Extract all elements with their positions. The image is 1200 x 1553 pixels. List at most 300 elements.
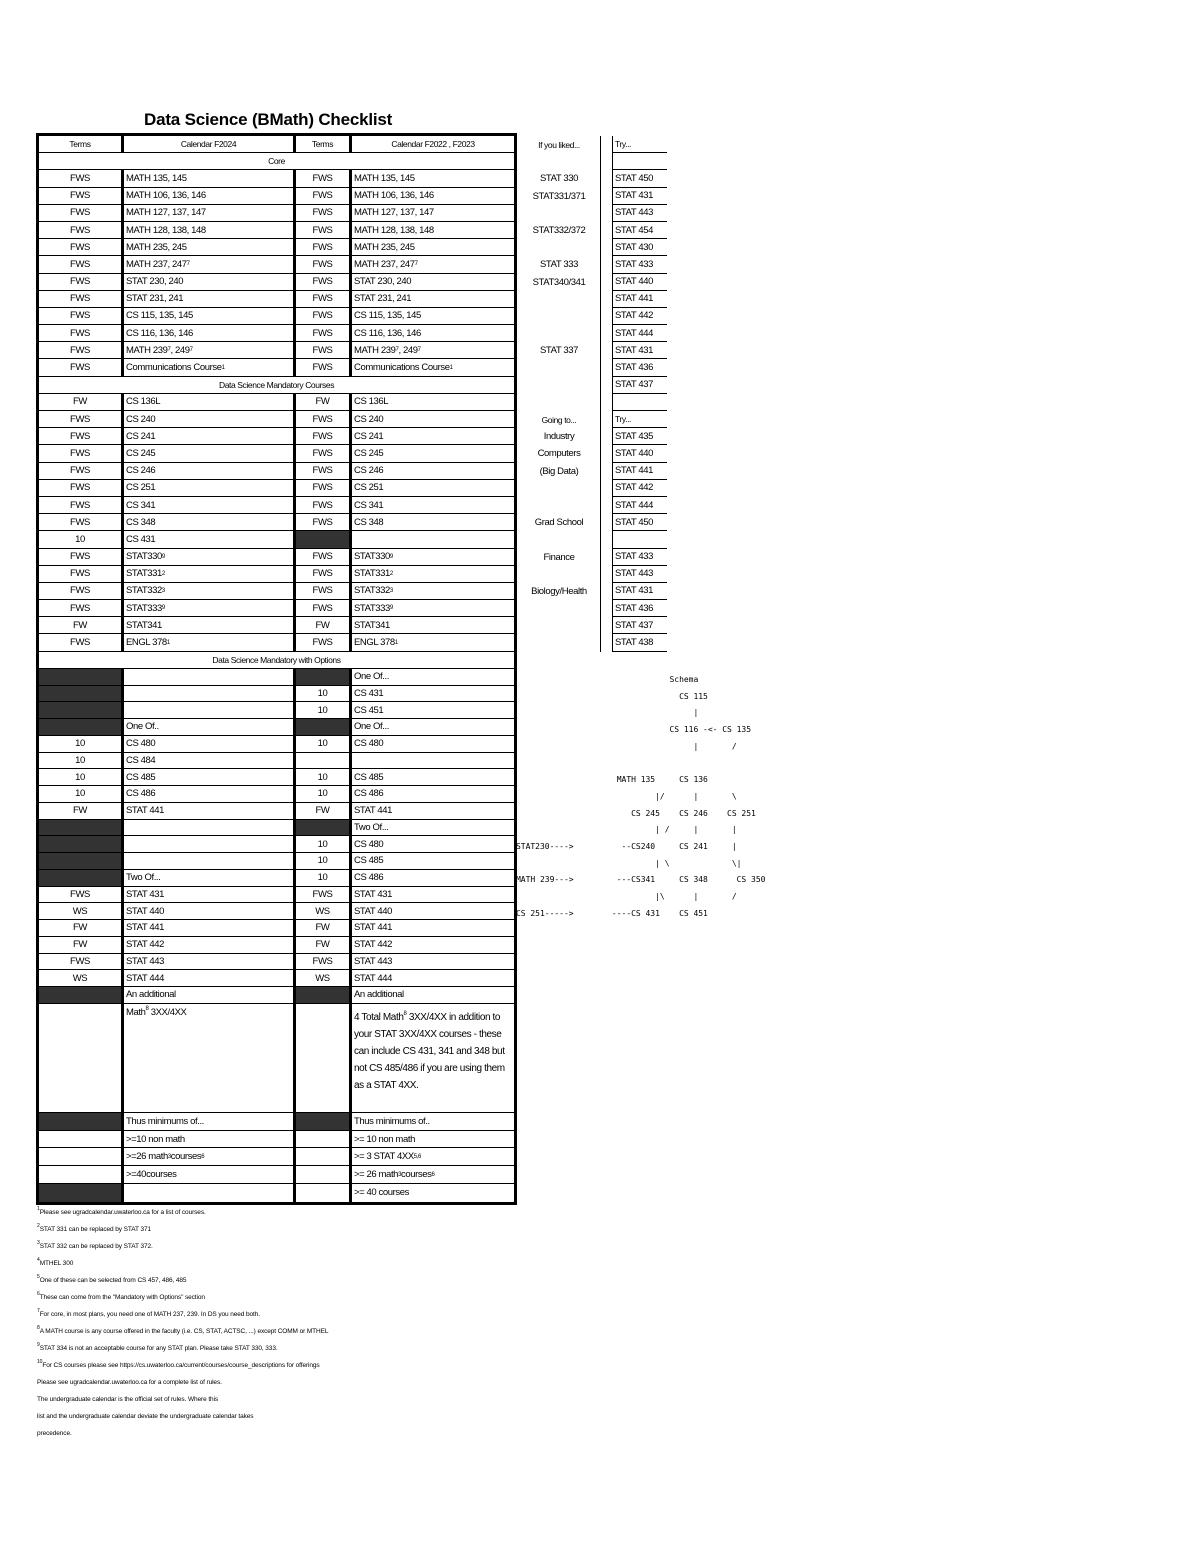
course-cell[interactable] [349, 719, 514, 735]
terms-cell[interactable] [293, 769, 349, 785]
terms-cell[interactable] [39, 394, 121, 410]
terms-cell[interactable] [39, 480, 121, 496]
section-header-row [39, 652, 514, 669]
course-cell[interactable] [349, 188, 514, 204]
course-cell[interactable] [121, 445, 293, 461]
cell-text: CS 251 [354, 482, 384, 494]
cell-text: One Of... [354, 671, 389, 683]
terms-cell[interactable] [39, 1166, 121, 1183]
cell-text: FWS [70, 516, 90, 528]
terms-cell[interactable] [39, 1131, 121, 1148]
cell-text: CS 241 [126, 430, 156, 442]
course-cell[interactable] [349, 222, 514, 238]
terms-cell[interactable] [293, 1131, 349, 1148]
cell-text: 10 [75, 738, 85, 750]
course-cell[interactable]: >= 3 STAT 4XX 5,6 [349, 1148, 514, 1165]
course-cell[interactable] [121, 987, 293, 1003]
course-cell[interactable] [121, 769, 293, 785]
cell-text: FWS [312, 207, 333, 219]
cell-text: CS 341 [126, 499, 156, 511]
try-cell: STAT 442 [612, 308, 667, 325]
cell-text: STAT331 [126, 568, 162, 580]
footnote-number: 6 [37, 1291, 40, 1297]
course-cell[interactable] [121, 937, 293, 953]
course-cell[interactable] [349, 497, 514, 513]
terms-cell[interactable] [39, 736, 121, 752]
footnote [37, 1238, 328, 1255]
terms-cell[interactable] [293, 954, 349, 970]
terms-cell[interactable] [39, 188, 121, 204]
terms-cell[interactable] [39, 411, 121, 427]
terms-cell[interactable] [39, 803, 121, 819]
cell-text: Two Of... [354, 821, 389, 833]
try-cell: STAT 433 [612, 256, 667, 273]
course-cell[interactable] [349, 769, 514, 785]
cell-text: CS 245 [354, 447, 384, 459]
footnote-text: STAT 331 can be replaced by STAT 371 [39, 1226, 151, 1233]
course-cell[interactable] [349, 205, 514, 221]
terms-cell[interactable] [293, 600, 349, 616]
cell-text: FWS [312, 955, 333, 967]
footnote-number: 2 [37, 1223, 40, 1229]
course-cell[interactable] [121, 954, 293, 970]
terms-cell[interactable] [293, 753, 349, 769]
terms-cell[interactable] [293, 803, 349, 819]
cell-text: 3XX/4XX in addition to your STAT 3XX/4XX courses - these can include CS 431, 341 and 348 but not CS 485/486 if you are using them as a STAT 4XX. [354, 1011, 505, 1091]
cell-text: 4 Total Math [354, 1011, 404, 1023]
recommendation-row [518, 428, 668, 445]
footnote [37, 1221, 328, 1238]
terms-cell[interactable] [39, 1148, 121, 1165]
course-cell[interactable] [349, 308, 514, 324]
terms-cell[interactable] [293, 1148, 349, 1165]
try-cell: STAT 436 [612, 359, 667, 376]
shaded-cell [39, 987, 121, 1003]
terms-cell[interactable] [39, 325, 121, 341]
liked-cell [518, 153, 601, 170]
terms-cell[interactable] [39, 170, 121, 186]
course-cell[interactable] [121, 188, 293, 204]
terms-cell[interactable] [39, 291, 121, 307]
course-cell[interactable] [121, 205, 293, 221]
terms-cell[interactable] [293, 445, 349, 461]
cell-text: FWS [70, 430, 90, 442]
cell-text: CS 241 [354, 430, 384, 442]
course-cell[interactable] [121, 291, 293, 307]
footnotes [37, 1204, 328, 1442]
course-cell[interactable] [121, 702, 293, 718]
terms-cell[interactable] [39, 786, 121, 802]
terms-cell[interactable] [293, 970, 349, 986]
cell-text: FWS [70, 482, 90, 494]
course-cell[interactable] [121, 719, 293, 735]
liked-cell: (Big Data) [518, 463, 601, 480]
terms-cell[interactable] [293, 1184, 349, 1202]
cell-text: FWS [70, 276, 90, 288]
terms-cell[interactable] [293, 634, 349, 650]
table-row [39, 549, 514, 566]
course-cell[interactable]: MATH 237, 247 7 [121, 256, 293, 272]
terms-cell[interactable] [293, 428, 349, 444]
course-cell[interactable] [349, 753, 514, 769]
course-cell[interactable] [349, 428, 514, 444]
course-cell[interactable] [349, 411, 514, 427]
course-cell[interactable] [121, 308, 293, 324]
course-cell[interactable] [349, 970, 514, 986]
course-cell[interactable] [121, 970, 293, 986]
course-cell[interactable] [121, 531, 293, 547]
cell-text: >=10 non math [126, 1133, 185, 1145]
course-cell[interactable]: MATH 239⁷, 249 7 [121, 342, 293, 358]
terms-cell[interactable] [39, 920, 121, 936]
course-cell[interactable] [349, 786, 514, 802]
course-cell[interactable] [121, 1166, 293, 1183]
schema-line: | / [516, 741, 737, 751]
cell-text: STAT 441 [354, 805, 392, 817]
terms-cell[interactable] [293, 411, 349, 427]
section-header-row [39, 153, 514, 170]
course-cell[interactable] [121, 1131, 293, 1148]
course-cell[interactable] [349, 820, 514, 836]
terms-cell[interactable] [39, 617, 121, 633]
terms-cell[interactable] [293, 702, 349, 718]
course-cell[interactable] [349, 1113, 514, 1130]
course-cell[interactable] [121, 786, 293, 802]
course-cell[interactable] [121, 1004, 293, 1112]
course-cell[interactable] [121, 394, 293, 410]
course-cell[interactable] [349, 325, 514, 341]
course-cell[interactable] [349, 669, 514, 685]
terms-cell[interactable] [293, 256, 349, 272]
course-cell[interactable] [121, 170, 293, 186]
try-cell: STAT 438 [612, 634, 667, 651]
terms-cell[interactable] [293, 903, 349, 919]
cell-text: 10 [317, 738, 328, 750]
course-cell[interactable]: STAT330 9 [121, 549, 293, 565]
prerequisite-schema [516, 672, 765, 923]
cell-text: CS 480 [126, 738, 156, 750]
course-cell[interactable]: MATH 237, 247 7 [349, 256, 514, 272]
course-cell[interactable] [121, 239, 293, 255]
footnote-text: STAT 332 can be replaced by STAT 372. [39, 1243, 153, 1250]
liked-cell [518, 359, 601, 376]
terms-cell[interactable] [39, 887, 121, 903]
table-row [39, 445, 514, 462]
cell-text: CS 484 [126, 754, 156, 766]
course-cell[interactable] [121, 836, 293, 852]
table-row [39, 686, 514, 703]
course-cell[interactable] [349, 1004, 514, 1112]
course-cell[interactable] [349, 1131, 514, 1148]
course-cell[interactable]: STAT331 2 [121, 566, 293, 582]
terms-cell[interactable] [293, 497, 349, 513]
course-cell[interactable]: STAT332 3 [349, 583, 514, 599]
terms-cell[interactable] [39, 445, 121, 461]
terms-cell[interactable] [39, 954, 121, 970]
course-cell[interactable] [349, 937, 514, 953]
cell-text: FW [315, 619, 330, 631]
course-cell[interactable]: STAT331 2 [349, 566, 514, 582]
terms-cell[interactable] [293, 853, 349, 869]
course-cell[interactable] [121, 497, 293, 513]
recommendation-row [518, 222, 668, 239]
terms-cell[interactable] [39, 549, 121, 565]
course-cell[interactable] [349, 480, 514, 496]
terms-cell[interactable] [39, 583, 121, 599]
terms-cell[interactable] [39, 769, 121, 785]
terms-cell[interactable] [39, 600, 121, 616]
terms-cell[interactable] [293, 239, 349, 255]
terms-cell[interactable] [39, 205, 121, 221]
cell-text: FWS [312, 258, 333, 270]
terms-cell[interactable] [293, 920, 349, 936]
recommendation-row [518, 480, 668, 497]
terms-cell[interactable] [293, 887, 349, 903]
terms-cell[interactable] [39, 634, 121, 650]
terms-cell[interactable] [293, 342, 349, 358]
cell-text: FWS [70, 310, 90, 322]
course-cell[interactable] [121, 463, 293, 479]
terms-cell[interactable] [39, 903, 121, 919]
course-cell[interactable] [349, 853, 514, 869]
section-title-mandatory: Data Science Mandatory Courses [218, 379, 335, 390]
terms-cell[interactable] [293, 870, 349, 886]
course-cell[interactable] [349, 870, 514, 886]
cell-text: STAT341 [354, 619, 390, 631]
cell-text: CS 431 [354, 687, 384, 699]
course-cell[interactable] [121, 686, 293, 702]
course-cell[interactable] [121, 411, 293, 427]
course-cell[interactable] [349, 463, 514, 479]
course-cell[interactable]: >=26 math 3 courses 6 [121, 1148, 293, 1165]
terms-cell[interactable] [39, 937, 121, 953]
schema-line: CS 116 -<- CS 135 [516, 725, 752, 735]
terms-cell[interactable] [39, 428, 121, 444]
terms-cell[interactable] [293, 686, 349, 702]
course-cell[interactable] [121, 222, 293, 238]
try-cell: STAT 431 [612, 342, 667, 359]
course-cell[interactable]: STAT333 9 [349, 600, 514, 616]
terms-cell[interactable] [293, 583, 349, 599]
course-cell[interactable] [121, 887, 293, 903]
cell-text: FWS [312, 293, 333, 305]
course-cell[interactable] [349, 291, 514, 307]
course-cell[interactable] [349, 514, 514, 530]
terms-cell[interactable] [293, 566, 349, 582]
recommendation-row [518, 617, 668, 634]
cell-text: CS 486 [354, 788, 384, 800]
course-cell[interactable] [121, 1113, 293, 1130]
course-cell[interactable]: STAT333 9 [121, 600, 293, 616]
terms-cell[interactable] [293, 325, 349, 341]
cell-text: STAT333 [126, 602, 162, 614]
course-cell[interactable] [121, 870, 293, 886]
liked-cell [518, 531, 601, 548]
footnote-text: The undergraduate calendar is the official set of rules. Where this [37, 1396, 219, 1403]
course-cell[interactable] [349, 531, 514, 547]
footnote-number: 10 [37, 1359, 43, 1365]
course-cell[interactable] [121, 736, 293, 752]
terms-cell[interactable] [293, 188, 349, 204]
course-cell[interactable] [349, 274, 514, 290]
course-cell[interactable]: STAT330 9 [349, 549, 514, 565]
terms-cell[interactable] [293, 937, 349, 953]
schema-line: |\ | / [516, 892, 737, 902]
course-cell[interactable] [349, 170, 514, 186]
shaded-cell [39, 1113, 121, 1130]
terms-cell[interactable] [293, 359, 349, 375]
course-cell[interactable] [349, 903, 514, 919]
terms-cell[interactable] [293, 514, 349, 530]
course-cell[interactable] [349, 617, 514, 633]
cell-text: FWS [312, 241, 333, 253]
table-row [39, 937, 514, 954]
terms-cell[interactable] [39, 308, 121, 324]
course-cell[interactable] [349, 836, 514, 852]
try-cell [612, 394, 667, 411]
cell-text: Communications Course [126, 362, 222, 374]
cell-text: FWS [70, 293, 90, 305]
course-cell[interactable] [349, 239, 514, 255]
terms-cell[interactable] [293, 222, 349, 238]
course-cell[interactable] [349, 920, 514, 936]
terms-cell[interactable] [39, 970, 121, 986]
recommendation-row [518, 153, 668, 170]
course-cell[interactable] [121, 428, 293, 444]
course-cell[interactable] [121, 514, 293, 530]
try-cell: STAT 454 [612, 222, 667, 239]
course-cell[interactable] [349, 954, 514, 970]
course-cell[interactable] [349, 445, 514, 461]
schema-line: STAT230----> --CS240 CS 241 | [516, 842, 737, 852]
course-cell[interactable] [121, 820, 293, 836]
recommendation-row [518, 634, 668, 651]
course-cell[interactable] [121, 617, 293, 633]
cell-text: FW [315, 922, 330, 934]
course-cell[interactable] [349, 1184, 514, 1202]
cell-text: FWS [70, 258, 90, 270]
terms-cell[interactable] [293, 394, 349, 410]
course-cell[interactable]: ENGL 378 1 [349, 634, 514, 650]
terms-cell[interactable] [39, 1004, 121, 1112]
cell-text: CS 480 [354, 838, 384, 850]
course-cell[interactable]: >= 26 math 3 courses 6 [349, 1166, 514, 1183]
cell-text: MATH 237, 247 [354, 258, 415, 270]
cell-text: 10 [75, 533, 85, 545]
terms-cell[interactable] [293, 1166, 349, 1183]
terms-cell[interactable] [39, 359, 121, 375]
terms-cell[interactable] [293, 1004, 349, 1112]
course-cell[interactable] [121, 803, 293, 819]
column-header-terms1: Terms [69, 139, 91, 150]
terms-cell[interactable] [293, 291, 349, 307]
table-row [39, 617, 514, 634]
cell-text: Math [126, 1006, 146, 1018]
terms-cell[interactable] [293, 170, 349, 186]
table-row [39, 325, 514, 342]
liked-cell [518, 394, 601, 411]
terms-cell[interactable] [293, 274, 349, 290]
schema-line: CS 251-----> ----CS 431 CS 451 [516, 908, 708, 918]
course-cell[interactable]: Communications Course 1 [349, 359, 514, 375]
terms-cell[interactable] [39, 239, 121, 255]
cell-text: Thus minimums of.. [354, 1115, 430, 1127]
terms-cell[interactable] [293, 480, 349, 496]
course-cell[interactable] [121, 325, 293, 341]
try-cell: STAT 441 [612, 291, 667, 308]
terms-cell[interactable] [293, 736, 349, 752]
terms-cell[interactable] [293, 617, 349, 633]
course-cell[interactable] [121, 753, 293, 769]
course-cell[interactable] [349, 394, 514, 410]
terms-cell[interactable] [293, 786, 349, 802]
terms-cell[interactable] [39, 256, 121, 272]
course-cell[interactable]: MATH 239⁷, 249 7 [349, 342, 514, 358]
try-cell: STAT 450 [612, 514, 667, 531]
course-cell[interactable] [121, 669, 293, 685]
terms-cell[interactable] [39, 497, 121, 513]
table-row [39, 1131, 514, 1149]
try-cell: STAT 433 [612, 549, 667, 566]
recommendation-row [518, 531, 668, 548]
terms-cell[interactable] [39, 514, 121, 530]
course-cell[interactable]: Communications Course 1 [121, 359, 293, 375]
terms-cell[interactable] [39, 753, 121, 769]
terms-cell[interactable] [293, 308, 349, 324]
course-cell[interactable] [349, 702, 514, 718]
terms-cell[interactable] [39, 566, 121, 582]
course-cell[interactable] [349, 736, 514, 752]
course-cell[interactable] [121, 480, 293, 496]
table-row [39, 239, 514, 256]
course-cell[interactable] [121, 920, 293, 936]
course-cell[interactable] [349, 686, 514, 702]
course-cell[interactable] [121, 853, 293, 869]
terms-cell[interactable] [39, 531, 121, 547]
table-row [39, 514, 514, 531]
terms-cell[interactable] [39, 463, 121, 479]
terms-cell[interactable] [293, 836, 349, 852]
footnote-text: For CS courses please see https://cs.uwaterloo.ca/current/courses/course_descriptions for offerings [42, 1362, 320, 1369]
footnote [37, 1357, 328, 1374]
try-cell: STAT 436 [612, 600, 667, 617]
footnote [37, 1306, 328, 1323]
liked-cell [518, 600, 601, 617]
table-row [39, 1004, 514, 1113]
course-cell[interactable] [121, 274, 293, 290]
terms-cell[interactable] [293, 205, 349, 221]
cell-text: FWS [70, 190, 90, 202]
terms-cell[interactable] [293, 463, 349, 479]
terms-cell[interactable] [39, 222, 121, 238]
terms-cell[interactable] [39, 342, 121, 358]
cell-text: 10 [317, 771, 328, 783]
try-cell: STAT 441 [612, 463, 667, 480]
course-cell[interactable] [349, 987, 514, 1003]
course-cell[interactable] [121, 1184, 293, 1202]
terms-cell[interactable] [293, 549, 349, 565]
course-cell[interactable] [349, 803, 514, 819]
cell-text: FW [73, 805, 87, 817]
course-cell[interactable]: ENGL 378 1 [121, 634, 293, 650]
terms-cell[interactable] [39, 274, 121, 290]
course-cell[interactable] [121, 903, 293, 919]
liked-cell: Going to... [518, 411, 601, 428]
course-cell[interactable] [349, 887, 514, 903]
cell-text: CS 245 [126, 447, 156, 459]
course-cell[interactable]: STAT332 3 [121, 583, 293, 599]
cell-text: >= 10 non math [354, 1133, 415, 1145]
